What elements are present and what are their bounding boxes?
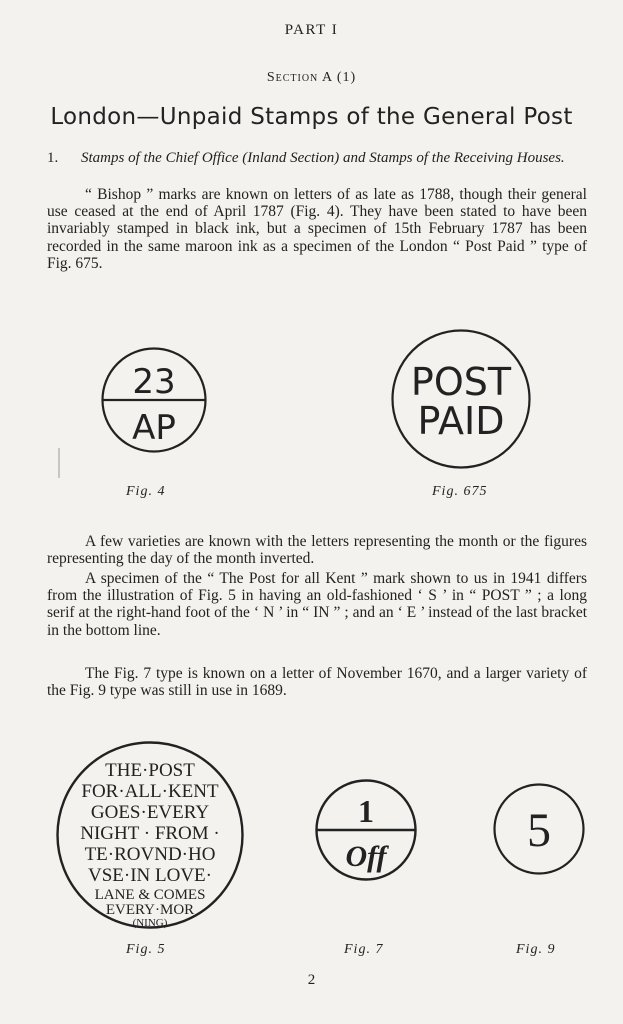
figure-5-kent-post-mark: [55, 740, 245, 930]
figure-4-bishop-mark: [100, 346, 208, 454]
figure-9-numeral-mark: [492, 782, 586, 876]
fig675-caption: Fig. 675: [432, 484, 488, 499]
fig4-top-text: 23: [132, 362, 176, 402]
fig675-line2: PAID: [417, 399, 505, 443]
fig7-top-text: 1: [358, 793, 374, 829]
fig5-caption: Fig. 5: [126, 942, 166, 957]
figure-675-post-paid-mark: [390, 328, 532, 470]
figure-7-off-mark: [314, 778, 418, 882]
subsection-number: 1.: [47, 150, 59, 166]
fig7-bottom-text: Off: [345, 840, 387, 873]
paragraph-fig7-fig9: The Fig. 7 type is known on a letter of November 1670, and a larger variety of the Fig. 9 type was still in use in 1689.: [47, 665, 587, 700]
fig9-caption: Fig. 9: [516, 942, 556, 957]
fig5-line-7: LANE & COMES: [94, 887, 206, 903]
section-title: Section A (1): [266, 70, 357, 85]
part-title: PART I: [284, 22, 339, 38]
chapter-title: London—Unpaid Stamps of the General Post: [50, 104, 573, 130]
fig9-value: 5: [527, 804, 551, 857]
subsection-title: Stamps of the Chief Office (Inland Section) and Stamps of the Receiving Houses.: [81, 150, 565, 166]
paragraph-varieties: A few varieties are known with the letters representing the month or the figures representing the day of the month inverted.: [47, 533, 587, 568]
fig675-line1: POST: [410, 360, 512, 404]
fig5-line-2: FOR·ALL·KENT: [81, 781, 219, 802]
fig5-line-1: THE·POST: [105, 760, 195, 781]
fig4-bottom-text: AP: [132, 408, 176, 448]
fig7-caption: Fig. 7: [344, 942, 384, 957]
fig5-line-5: TE·ROVND·HO: [84, 844, 216, 865]
fig5-line-9: (NING): [132, 917, 168, 929]
paragraph-bishop-marks: “ Bishop ” marks are known on letters of as late as 1788, though their general use ceased at the end of April 1787 (Fig. 4). They have been stated to have been invariably stamped in black ink, but a specimen of 15th February 1787 has been recorded in the same maroon ink as a specimen of the London “ Post Paid ” type of Fig. 675.: [47, 186, 587, 272]
fig5-line-6: VSE·IN LOVE·: [87, 865, 213, 886]
fig5-line-8: EVERY·MOR: [105, 902, 195, 918]
fig5-line-3: GOES·EVERY: [90, 802, 210, 823]
page-number: 2: [307, 972, 316, 988]
fig4-caption: Fig. 4: [126, 484, 166, 499]
paragraph-kent-mark: A specimen of the “ The Post for all Kent ” mark shown to us in 1941 differs from the illustration of Fig. 5 in having an old-fashioned ‘ S ’ in “ POST ” ; a long serif at the right-hand foot of the ‘ N ’ in “ IN ” ; and an ‘ E ’ instead of the last bracket in the bottom line.: [47, 570, 587, 639]
fig5-line-4: NIGHT · FROM ·: [80, 823, 220, 844]
margin-pencil-mark: [58, 448, 60, 478]
